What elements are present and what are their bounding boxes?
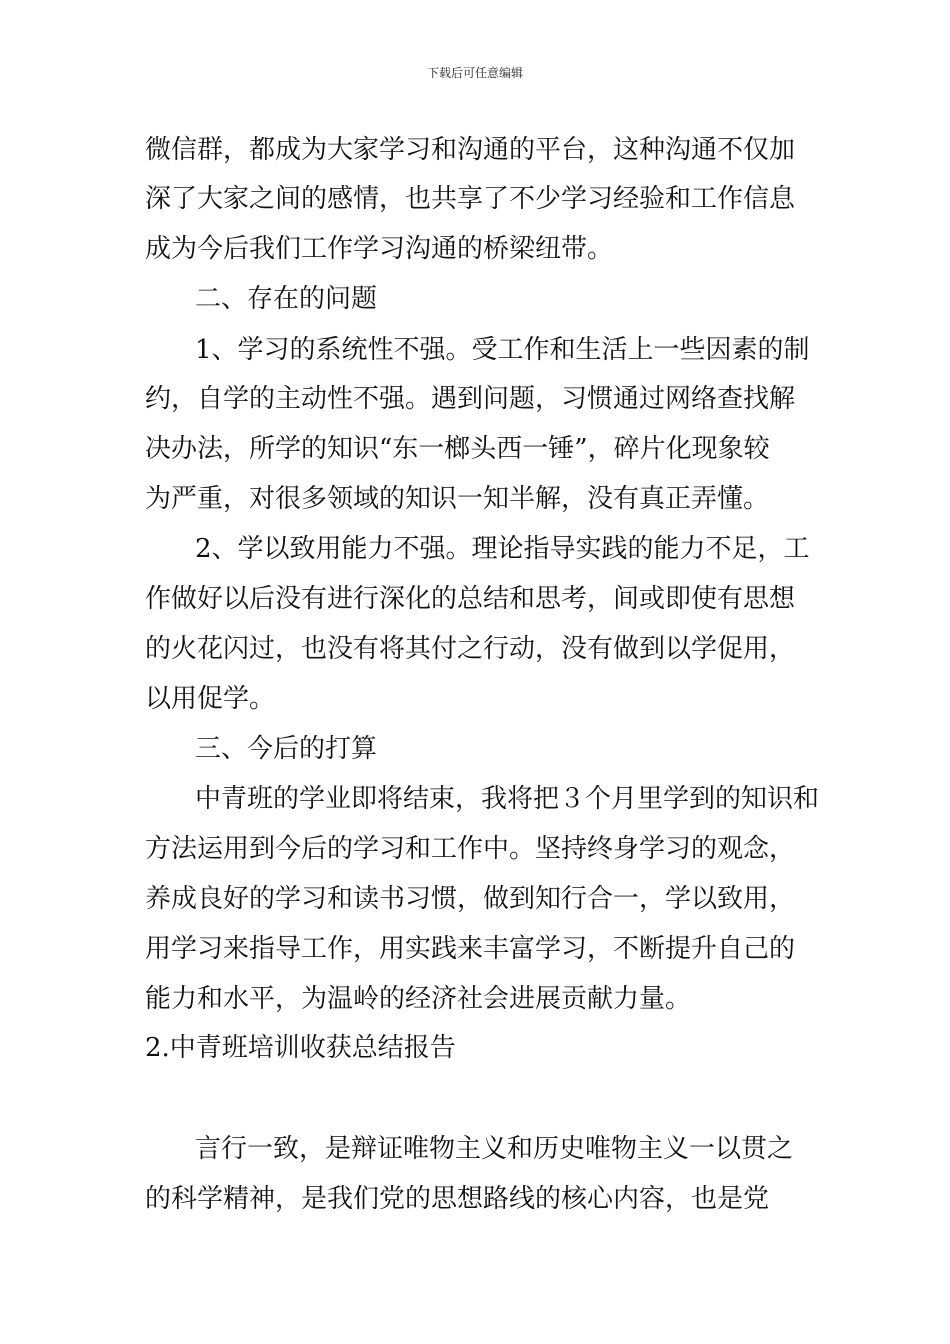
page-header: 下载后可任意编辑 [426,66,523,80]
paragraph-line: 成为今后我们工作学习沟通的桥梁纽带。 [145,234,614,264]
paragraph-line: 能力和水平，为温岭的经济社会进展贡献力量。 [145,984,692,1014]
paragraph-line: 以用促学。 [145,684,276,714]
paragraph-line: 养成良好的学习和读书习惯，做到知行合一，学以致用， [145,884,796,914]
paragraph-line: 约，自学的主动性不强。遇到问题，习惯通过网络查找解 [145,384,796,414]
paragraph-line: 深了大家之间的感情，也共享了不少学习经验和工作信息 [145,184,796,214]
paragraph-line: 决办法，所学的知识“东一榔头西一锤”，碎片化现象较 [145,434,770,464]
document-title: 2.中青班培训收获总结报告 [145,1033,456,1063]
paragraph-line: 言行一致，是辩证唯物主义和历史唯物主义一以贯之 [195,1134,794,1164]
paragraph-line: 的科学精神，是我们党的思想路线的核心内容，也是党 [145,1184,770,1214]
paragraph-line: 1、学习的系统性不强。受工作和生活上一些因素的制 [195,335,810,365]
paragraph-line: 方法运用到今后的学习和工作中。坚持终身学习的观念， [145,834,796,864]
paragraph-line: 作做好以后没有进行深化的总结和思考，间或即使有思想 [145,584,796,614]
paragraph-line: 的火花闪过，也没有将其付之行动，没有做到以学促用， [145,634,796,664]
section-heading: 三、今后的打算 [195,734,378,764]
paragraph-line: 2、学以致用能力不强。理论指导实践的能力不足，工 [195,534,810,564]
paragraph-line: 中青班的学业即将结束，我将把３个月里学到的知识和 [195,784,820,814]
paragraph-line: 微信群，都成为大家学习和沟通的平台，这种沟通不仅加 [145,135,796,165]
section-heading: 二、存在的问题 [195,284,378,314]
paragraph-line: 为严重，对很多领域的知识一知半解，没有真正弄懂。 [145,484,770,514]
paragraph-line: 用学习来指导工作，用实践来丰富学习，不断提升自己的 [145,934,796,964]
